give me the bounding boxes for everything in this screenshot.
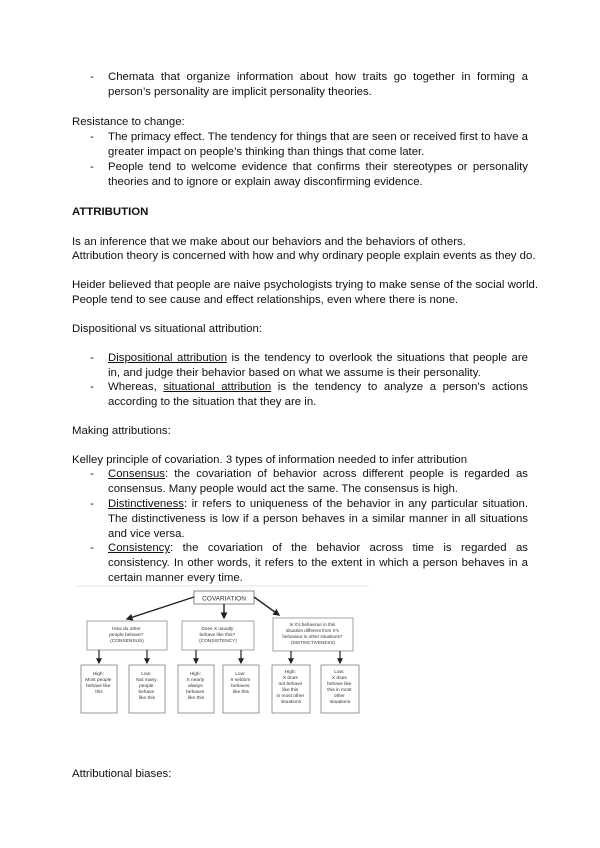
svg-text:Is X's behaviour in this [282,622,343,645]
leaf-line: Low: [141,672,152,677]
svg-text:How do other people be [109,626,145,644]
heider-text-2: People tend to see cause and effect relationships, even where there is none. [72,294,459,306]
leaf-line: X nearly [186,678,205,683]
attribution-definition: Is an inference that we make about our behaviors and the behaviors of others. [72,236,466,248]
q3-line: (DISTINCTIVENESS) [290,640,336,645]
consensus-bullet [108,467,528,497]
bullet-dash: - [90,131,94,143]
q2-line: behave like this? [199,633,236,638]
resistance-heading: Resistance to change: [72,116,185,128]
bullet-dash: - [90,161,94,173]
consistency-term: Consistency [108,542,171,554]
leaf-line: other [333,694,345,699]
root-node [194,591,254,604]
leaf-line: behave like [86,684,111,689]
situational-prefix: Whereas, [108,381,164,393]
situational-term: situational attribution [163,381,272,393]
leaf-line: situations [280,700,302,705]
leaf-line: behave [138,690,155,695]
dispositional-heading: Dispositional vs situational attribution: [72,323,262,335]
question-consistency [182,621,254,650]
leaf-line: behave like [327,682,352,687]
bullet-dash: - [90,498,94,510]
leaf-line: X does [331,676,347,681]
leaf-line: situations [329,700,351,705]
leaf-line: like this [188,696,204,701]
leaf-consistency-high [178,665,214,713]
distinctiveness-bullet [108,497,528,542]
attribution-theory: Attribution theory is concerned with how and why ordinary people explain events as they do. [72,250,536,262]
leaf-consensus-high [81,665,117,713]
question-distinctiveness [273,618,353,651]
situational-bullet [108,380,528,410]
dispositional-term: Dispositional attribution [108,352,228,364]
leaf-consistency-low [223,665,259,713]
leaf-line: this in most [327,688,352,693]
q1-line: people behave? [109,633,144,638]
bullet-dash: - [90,381,94,393]
svg-text:Does X usually behave [199,626,237,644]
root-label: COVARIATION [202,595,246,603]
schemata-bullet: Chemata that organize information about how traits go together in forming a person’s personality are implicit personality theories. [108,71,528,98]
consistency-bullet [108,541,528,586]
primacy-bullet: The primacy effect. The tendency for things that are seen or received first to have a greater impact on people’s thinking than things that come later. [108,131,528,158]
leaf-distinctiveness-high [272,665,310,713]
bullet-dash: - [90,71,94,83]
leaf-line: people [139,684,154,689]
leaf-line: Low: [235,672,246,677]
leaf-line: behaves [231,684,250,689]
dispositional-desc: is the tendency to overlook the situations that people are in, and judge their behavior based on what we assume is their personality. [108,352,528,379]
leaf-line: like this [139,696,155,701]
leaf-line: High: [284,670,296,675]
q2-line: (CONSISTENCY) [199,639,237,644]
consensus-desc: : the covariation of behavior across different people is regarded as consensus. Many people would act the same. The consensus is high. [108,468,528,495]
leaf-line: High: [189,672,201,677]
leaf-line: this [95,690,103,695]
leaf-distinctiveness-low [321,665,359,713]
q1-line: (CONSENSUS) [110,639,144,644]
q2-line: Does X usually [201,627,234,632]
making-heading: Making attributions: [72,425,171,437]
question-consensus [87,621,167,650]
leaf-line: in most other [276,694,305,699]
leaf-line: like this [282,688,299,693]
leaf-line: High: [92,672,104,677]
q1-line: How do other [112,627,141,632]
dispositional-bullet [108,351,528,381]
q3-line: behaviour in other situations? [282,634,343,639]
leaf-line: Not many [136,678,157,683]
attribution-title: ATTRIBUTION [72,206,149,218]
q3-line: situation different from X's [285,628,339,633]
leaf-line: X does [282,676,298,681]
covariation-diagram [77,585,369,717]
leaf-line: like this [233,690,249,695]
distinctiveness-term: Distinctiveness [108,498,184,510]
bullet-dash: - [90,468,94,480]
confirmation-bullet: People tend to welcome evidence that confirms their stereotypes or personality theories and to ignore or explain away disconfirming evidence. [108,161,528,188]
leaf-line: behaves [186,690,205,695]
leaf-consensus-low [129,665,165,713]
bullet-dash: - [90,352,94,364]
leaf-line: X seldom [230,678,251,683]
leaf-line: always [187,684,203,689]
heider-text-1: Heider believed that people are naive psychologists trying to make sense of the social world. [72,279,539,291]
biases-heading: Attributional biases: [72,768,172,780]
kelley-text: Kelley principle of covariation. 3 types of information needed to infer attribution [72,454,468,466]
consensus-term: Consensus [108,468,165,480]
leaf-line: not behave [278,682,303,687]
situational-desc: is the tendency to analyze a person's actions according to the situation that they are in. [108,381,528,408]
consistency-desc: : the covariation of the behavior across time is regarded as consistency. In other words, it refers to the extent in which a person behaves in a certain manner every time. [108,542,528,584]
distinctiveness-desc: : ir refers to uniqueness of the behavior in any particular situation. The distinctiveness is low if a person behaves in a similar manner in all situations and vice versa. [108,498,528,540]
q3-line: Is X's behaviour in this [289,622,336,627]
leaf-line: Low: [334,670,345,675]
bullet-dash: - [90,542,94,554]
leaf-line: Most people [85,678,112,683]
